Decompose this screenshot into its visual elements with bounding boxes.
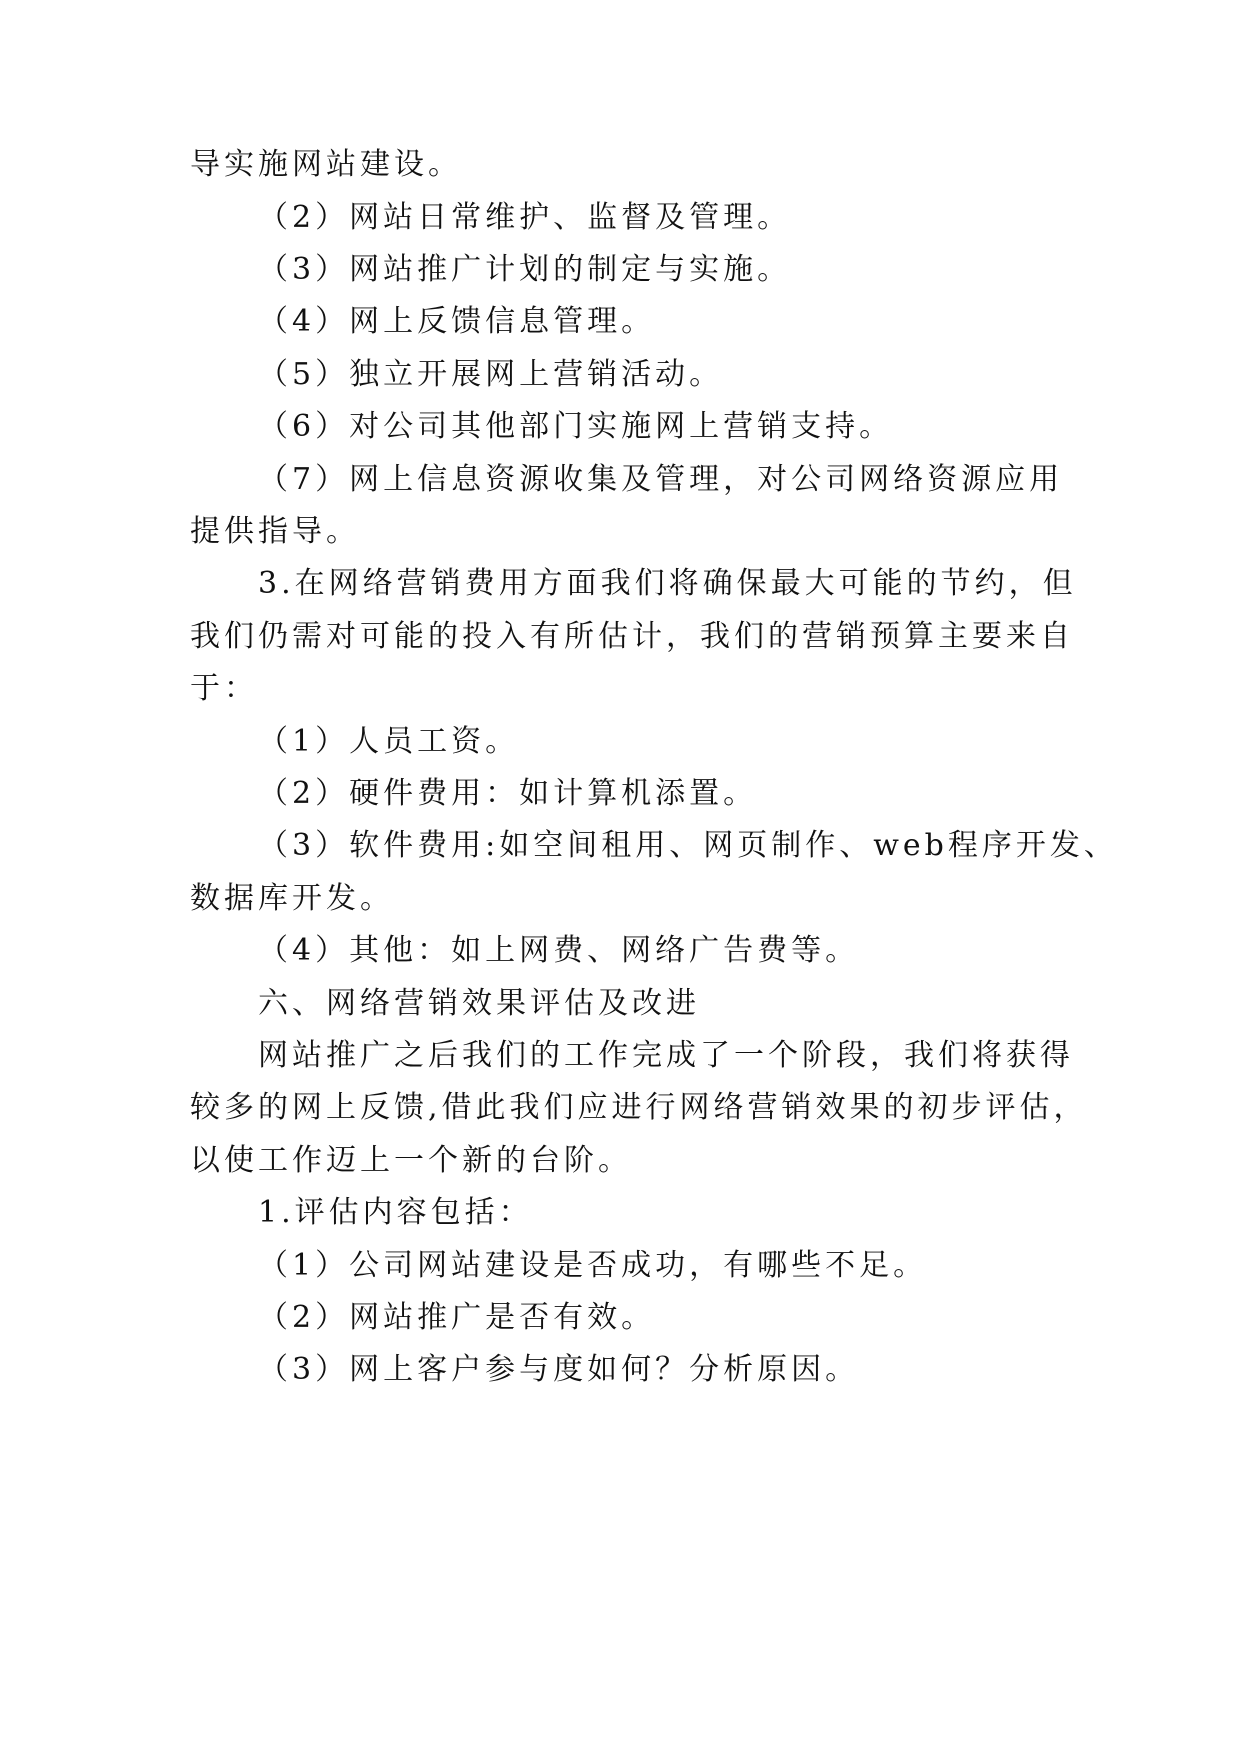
- text-line: 提供指导。: [190, 514, 360, 549]
- text-line: （7）网上信息资源收集及管理，对公司网络资源应用: [258, 462, 1064, 497]
- text-line: 1.评估内容包括：: [258, 1195, 533, 1230]
- section-heading: 六、网络营销效果评估及改进: [258, 986, 700, 1021]
- text-line: （1）公司网站建设是否成功，有哪些不足。: [258, 1248, 928, 1283]
- text-line: （2）网站推广是否有效。: [258, 1300, 656, 1335]
- text-line: 导实施网站建设。: [190, 147, 462, 182]
- text-line: （4）其他：如上网费、网络广告费等。: [258, 933, 860, 968]
- text-line: （4）网上反馈信息管理。: [258, 304, 656, 339]
- text-line: （3）网站推广计划的制定与实施。: [258, 252, 792, 287]
- text-line: 于：: [190, 671, 258, 706]
- text-line: （1）人员工资。: [258, 724, 520, 759]
- text-line: （2）网站日常维护、监督及管理。: [258, 200, 792, 235]
- text-line: （3）软件费用:如空间租用、网页制作、web程序开发、: [258, 828, 1118, 863]
- text-line: 数据库开发。: [190, 881, 394, 916]
- text-line: 较多的网上反馈,借此我们应进行网络营销效果的初步评估，: [190, 1090, 1088, 1125]
- text-line: （6）对公司其他部门实施网上营销支持。: [258, 409, 894, 444]
- text-line: （2）硬件费用：如计算机添置。: [258, 776, 758, 811]
- text-line: 3.在网络营销费用方面我们将确保最大可能的节约，但: [258, 566, 1077, 601]
- text-line: 以使工作迈上一个新的台阶。: [190, 1143, 632, 1178]
- text-line: （5）独立开展网上营销活动。: [258, 357, 724, 392]
- text-line: （3）网上客户参与度如何？分析原因。: [258, 1352, 860, 1387]
- text-line: 我们仍需对可能的投入有所估计，我们的营销预算主要来自: [190, 619, 1074, 654]
- text-line: 网站推广之后我们的工作完成了一个阶段，我们将获得: [258, 1038, 1074, 1073]
